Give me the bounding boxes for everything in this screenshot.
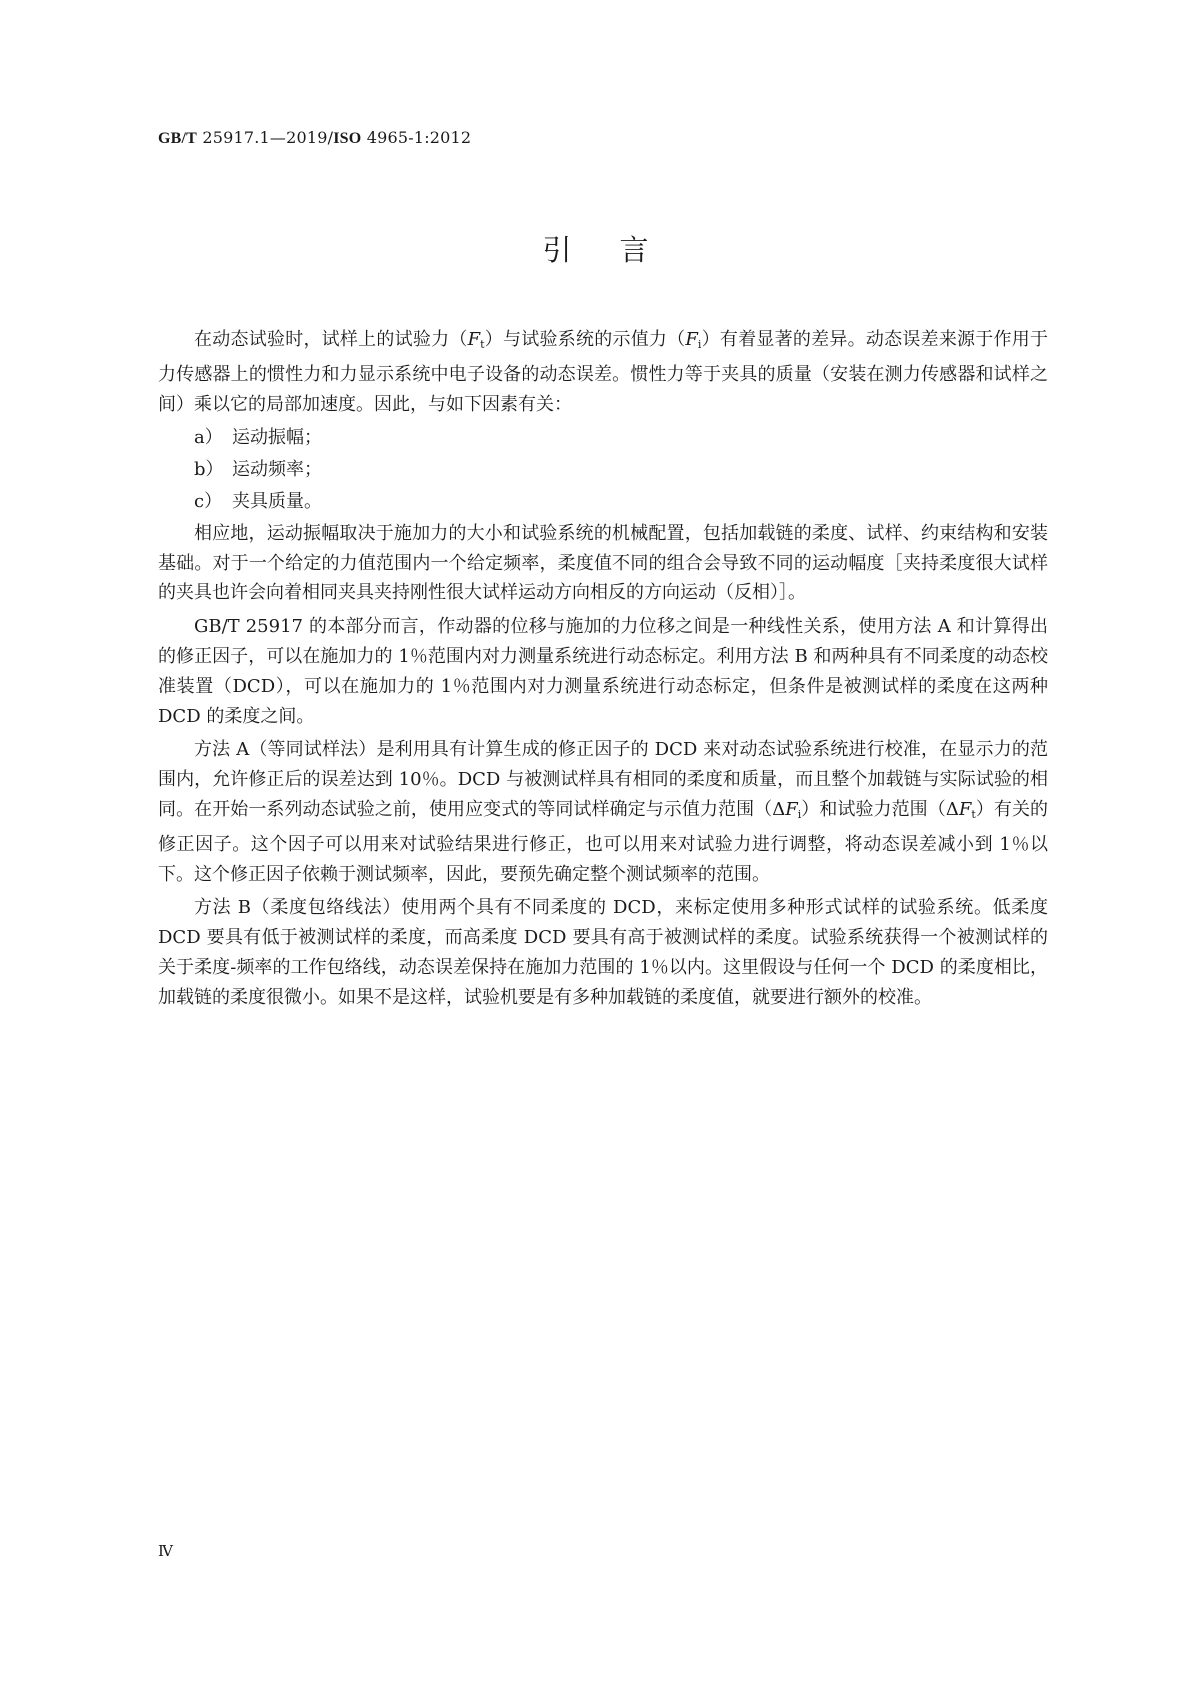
paragraph-2: 相应地，运动振幅取决于施加力的大小和试验系统的机械配置，包括加载链的柔度、试样、约束结构和安装基础。对于一个给定的力值范围内一个给定频率，柔度值不同的组合会导致不同的运动幅度［夹持柔度很大试样的夹具也许会向着相同夹具夹持刚性很大试样运动方向相反的方向运动（反相）］。 — [158, 522, 1048, 604]
list-text: 运动振幅； — [232, 427, 322, 449]
p1-text-b: ）与试验系统的示值力（ — [484, 329, 686, 350]
list-item — [158, 455, 1048, 485]
symbol-fi — [785, 799, 801, 820]
paragraph-3: GB/T 25917 的本部分而言，作动器的位移与施加的力位移之间是一种线性关系，使用方法 A 和计算得出的修正因子，可以在施加力的 1％范围内对力测量系统进行动态标定。利用方法 B 和两种具有不同柔度的动态校准装置（DCD），可以在施加力的 1％范围内对力测量系统进行动态标定，但条件是被测试样的柔度在这两种 DCD 的柔度之间。 — [158, 616, 1048, 727]
p1-sym-f-sub: t — [480, 338, 485, 351]
header-iso-number: 4965-1:2012 — [366, 128, 472, 147]
list-item — [158, 487, 1048, 517]
symbol-ft — [959, 799, 976, 820]
header-std-number: 25917.1—2019/ — [202, 128, 334, 147]
list-marker: c） — [194, 490, 223, 512]
p1-sym-g-sub: i — [697, 338, 702, 351]
list-marker: b） — [194, 459, 224, 481]
standard-header — [158, 128, 471, 148]
paragraph-4 — [158, 735, 1048, 889]
list-text: 夹具质量。 — [232, 490, 322, 512]
p4-text-a: 方法 A（等同试样法）是利用具有计算生成的修正因子的 DCD 来对动态试验系统进行校准，在显示力的范围内，允许修正后的误差达到 10％。DCD 与被测试样具有相同的柔度和质量，而且整个加载链与实际试验的相同。在开始一系列动态试验之前，使用应变式的等同试样确定与示值力范围（Δ — [158, 739, 1048, 820]
p1-text-a: 在动态试验时，试样上的试验力（ — [194, 329, 468, 350]
paragraph-5: 方法 B（柔度包络线法）使用两个具有不同柔度的 DCD，来标定使用多种形式试样的试验系统。低柔度 DCD 要具有低于被测试样的柔度，而高柔度 DCD 要具有高于被测试样的柔度。试验系统获得一个被测试样的关于柔度-频率的工作包络线，动态误差保持在施加力范围的 1％以内。这里假设与任何一个 DCD 的柔度相比，加载链的柔度很微小。如果不是这样，试验机要是有多种加载链的柔度值，就要进行额外的校准。 — [158, 897, 1048, 1008]
symbol-fi — [685, 329, 701, 350]
page-title: 引言 — [542, 233, 697, 267]
p4-text-b: ）和试验力范围（Δ — [801, 798, 959, 820]
body-text — [158, 325, 1048, 1017]
p1-sym-g: F — [685, 329, 698, 350]
p4-sym-f-sub: i — [797, 807, 802, 821]
header-iso: ISO — [333, 130, 362, 147]
p4-text-c: ）有关的修正因子。这个因子可以用来对试验结果进行修正，也可以用来对试验力进行调整，将动态误差减小到 1％以下。这个修正因子依赖于测试频率，因此，要预先确定整个测试频率的范围。 — [158, 798, 1049, 885]
p1-text-c: ）有着显著的差异。动态误差来源于作用于力传感器上的惯性力和力显示系统中电子设备的动态误差。惯性力等于夹具的质量（安装在测力传感器和试样之间）乘以它的局部加速度。因此，与如下因素有关： — [158, 329, 1049, 415]
p1-sym-f: F — [467, 329, 481, 350]
p4-sym-f: F — [785, 798, 798, 820]
page-number: Ⅳ — [158, 1542, 173, 1560]
list-text: 运动频率； — [232, 459, 322, 481]
paragraph-1 — [158, 325, 1048, 419]
list-item — [158, 423, 1048, 453]
list-marker: a） — [194, 427, 223, 449]
header-gb: GB/T — [158, 130, 198, 147]
p4-sym-g: F — [958, 798, 972, 820]
symbol-ft — [468, 329, 485, 350]
p4-sym-g-sub: t — [971, 807, 976, 821]
